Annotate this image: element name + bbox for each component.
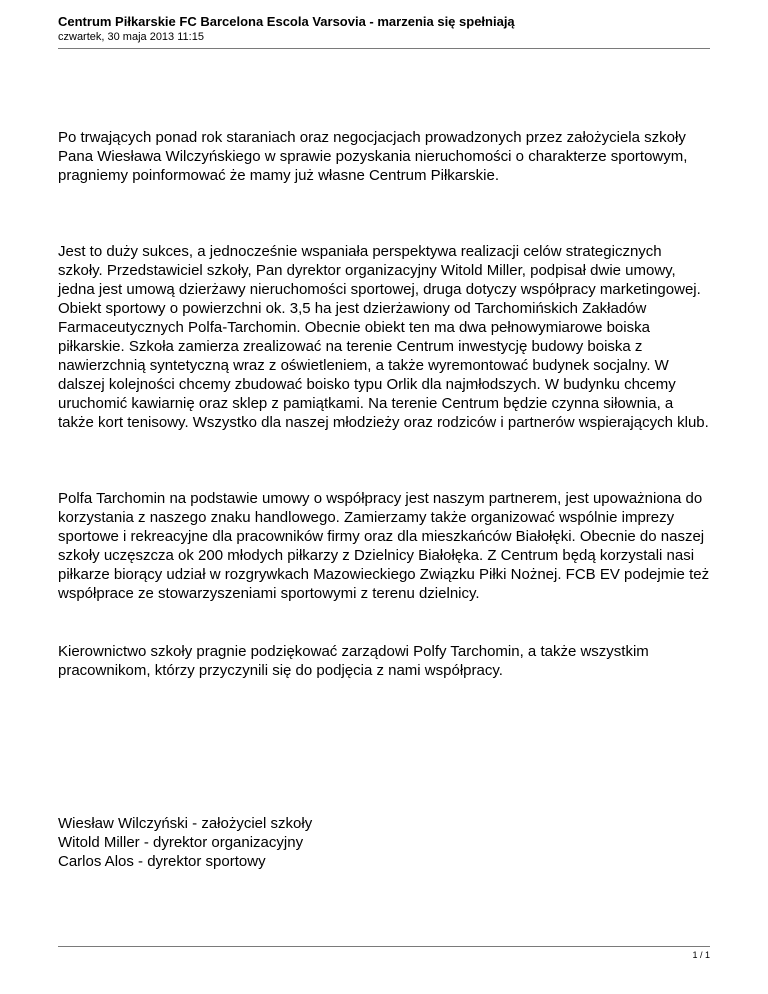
page-header	[58, 14, 710, 44]
article-paragraph: Jest to duży sukces, a jednocześnie wspaniała perspektywa realizacji celów strategicznych szkoły. Przedstawiciel szkoły, Pan dyrektor organizacyjny Witold Miller, podpisał dwie umowy, jedna jest umową dzierżawy nieruchomości sportowej, druga dotyczy współpracy marketingowej. Obiekt sportowy o powierzchni ok. 3,5 ha jest dzierżawiony od Tarchomińskich Zakładów Farmaceutycznych Polfa-Tarchomin. Obecnie obiekt ten ma dwa pełnowymiarowe boiska piłkarskie. Szkoła zamierza zrealizować na terenie Centrum inwestycję budowy boiska z nawierzchnią syntetyczną wraz z oświetleniem, a także wyremontować budynek socjalny. W dalszej kolejności chcemy zbudować boisko typu Orlik dla najmłodszych. W budynku chcemy uruchomić kawiarnię oraz sklep z pamiątkami. Na terenie Centrum będzie czynna siłownia, a także kort tenisowy. Wszystko dla naszej młodzieży oraz rodziców i partnerów wspierających klub.	[58, 243, 709, 431]
article-paragraph: Polfa Tarchomin na podstawie umowy o współpracy jest naszym partnerem, jest upoważniona do korzystania z naszego znaku handlowego. Zamierzamy także organizować wspólnie imprezy sportowe i rekreacyjne dla pracowników firmy oraz dla mieszkańców Białołęki. Obecnie do naszej szkoły uczęszcza ok 200 młodych piłkarzy z Dzielnicy Białołęka. Z Centrum będą korzystali nasi piłkarze biorący udział w rozgrywkach Mazowieckiego Związku Piłki Nożnej. FCB EV podejmie też współprace ze stowarzyszeniami sportowymi z terenu dzielnicy.	[58, 490, 710, 602]
signature-line: Witold Miller - dyrektor organizacyjny	[58, 834, 304, 851]
signature-line: Carlos Alos - dyrektor sportowy	[58, 853, 266, 870]
article-paragraph: Kierownictwo szkoły pragnie podziękować zarządowi Polfy Tarchomin, a także wszystkim pracownikom, którzy przyczynili się do podjęcia z nami współpracy.	[58, 643, 649, 679]
header-divider	[58, 48, 710, 49]
article-body	[58, 128, 710, 871]
signature-line: Wiesław Wilczyński - założyciel szkoły	[58, 815, 313, 832]
publish-date: czwartek, 30 maja 2013 11:15	[58, 31, 204, 43]
footer-divider	[58, 946, 710, 947]
page-title: Centrum Piłkarskie FC Barcelona Escola Varsovia - marzenia się spełniają	[58, 14, 515, 29]
signature-block	[58, 814, 710, 871]
article-paragraph: Po trwających ponad rok staraniach oraz negocjacjach prowadzonych przez założyciela szkoły Pana Wiesława Wilczyńskiego w sprawie pozyskania nieruchomości o charakterze sportowym, pragniemy poinformować że mamy już własne Centrum Piłkarskie.	[58, 129, 688, 184]
page-number: 1 / 1	[692, 950, 710, 960]
